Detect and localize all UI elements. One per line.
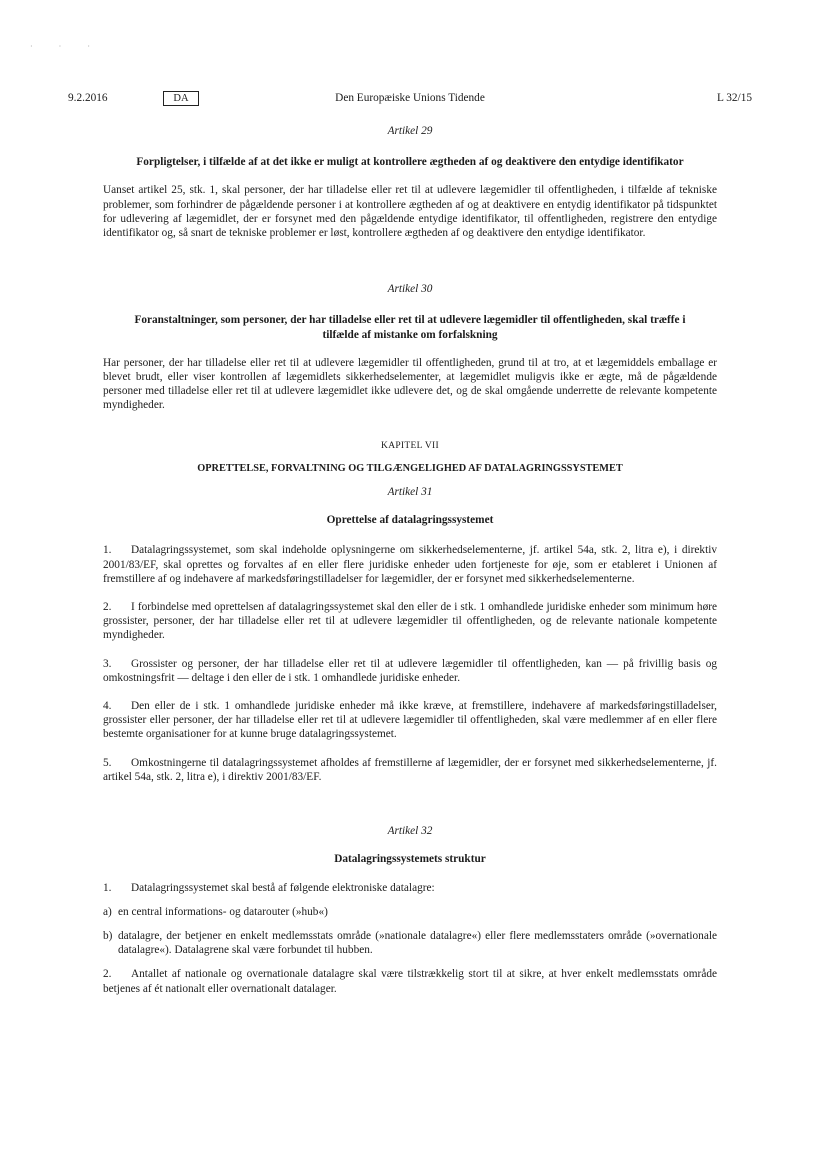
article-31-paragraph — [103, 657, 717, 685]
list-item-label: b) — [103, 929, 113, 942]
list-item-label: a) — [103, 905, 112, 918]
chapter-title: OPRETTELSE, FORVALTNING OG TILGÆNGELIGHED AF DATALAGRINGSSYSTEMET — [197, 462, 623, 474]
paragraph-text: Omkostningerne til datalagringssystemet afholdes af fremstillerne af lægemidler, der er forsynet med sikkerhedselementerne, jf. artikel 54a, stk. 2, litra e), i direktiv 2001/83/EF. — [103, 756, 717, 783]
list-item-text: en central informations- og datarouter (»hub«) — [118, 905, 328, 918]
list-item — [103, 929, 717, 957]
article-32-paragraph — [103, 967, 717, 995]
paragraph-number: 3. — [103, 657, 112, 670]
article-31-number: Artikel 31 — [387, 486, 433, 499]
paragraph-text: Datalagringssystemet, som skal indeholde oplysningerne om sikkerhedselementerne, jf. artikel 54a, stk. 2, litra e), i direktiv 2001/83/EF, skal oprettes og forvaltes af en eller flere juridiske enheder uden fortjeneste for øje, som er etableret i Unionen af fremstillere af og indehavere af markedsføringstilladelser for lægemidler, der er forsynet med sikkerhedselementerne. — [103, 544, 717, 585]
list-item — [103, 905, 717, 919]
paragraph-number: 1. — [103, 881, 112, 894]
paragraph-text: Den eller de i stk. 1 omhandlede juridiske enheder må ikke kræve, at fremstillere, indehavere af markedsføringstilladelser, grossister eller personer, der har tilladelse eller ret til at udlevere lægemidler til offentligheden, skal være medlemmer af en eller flere bestemte organisationer for at kunne bruge datalagringssystemet. — [103, 700, 717, 741]
publication-date: 9.2.2016 — [68, 92, 108, 104]
paragraph-text: Antallet af nationale og overnationale datalagre skal være tilstrækkelig stort til at sikre, at hver enkelt medlemsstats område betjenes af ét nationalt eller overnationalt datalager. — [103, 968, 717, 995]
paragraph-text: Datalagringssystemet skal bestå af følgende elektroniske datalagre: — [131, 881, 435, 894]
article-32-paragraph — [103, 881, 717, 895]
article-29-title: Forpligtelser, i tilfælde af at det ikke er muligt at kontrollere ægtheden af og deaktivere den entydige identifikator — [136, 156, 684, 169]
chapter-label: KAPITEL VII — [381, 440, 439, 451]
article-30-number: Artikel 30 — [387, 283, 433, 296]
paragraph-number: 5. — [103, 756, 112, 769]
page-header — [68, 91, 752, 107]
list-item-text: datalagre, der betjener en enkelt medlemsstats område (»nationale datalagre«) eller flere medlemsstaters område (»overnationale datalagre«). Datalagrene skal være forbundet til hubben. — [118, 929, 717, 957]
document-body — [103, 124, 717, 996]
paragraph-number: 4. — [103, 700, 112, 713]
paragraph-number: 2. — [103, 968, 112, 981]
article-31-paragraph — [103, 600, 717, 643]
article-31-paragraph — [103, 756, 717, 784]
article-32-number: Artikel 32 — [387, 825, 433, 838]
language-badge: DA — [163, 91, 199, 106]
page-reference: L 32/15 — [716, 92, 752, 104]
article-30-title: Foranstaltninger, som personer, der har tilladelse eller ret til at udlevere lægemidler til offentligheden, skal træffe i tilfælde af mistanke om forfalskning — [134, 314, 686, 341]
article-32-title: Datalagringssystemets struktur — [334, 853, 486, 866]
article-30-body: Har personer, der har tilladelse eller ret til at udlevere lægemidler til offentligheden, grund til at tro, at et lægemiddels emballage er blevet brudt, eller viser kontrollen af lægemidlets sikkerhedselementer, at lægemidlet muligvis ikke er ægte, må de pågældende personer med tilladelse eller ret til at udlevere lægemidlet ikke udlevere det, og de skal omgående underrette de relevante kompetente myndigheder. — [103, 356, 717, 412]
paragraph-text: I forbindelse med oprettelsen af datalagringssystemet skal den eller de i stk. 1 omhandlede juridiske enheder som minimum høre grossister, personer, der har tilladelse eller ret til at udlevere lægemidler til offentligheden, og de relevante nationale kompetente myndigheder. — [103, 601, 717, 642]
article-29-body: Uanset artikel 25, stk. 1, skal personer, der har tilladelse eller ret til at udlevere lægemidler til offentligheden, i tilfælde af tekniske problemer, som forhindrer de pågældende personer i at kontrollere ægtheden af og at deaktivere en entydig identifikator på tidspunktet for udlevering af lægemidlet, der er forsynet med den pågældende entydige identifikator, til offentligheden, registrere den entydige identifikator og, så snart de tekniske problemer er løst, kontrollere ægtheden af og deaktivere den entydige identifikator. — [103, 184, 717, 240]
journal-title: Den Europæiske Unions Tidende — [335, 92, 485, 104]
scan-artifact: · · · — [30, 42, 102, 51]
paragraph-number: 2. — [103, 601, 112, 614]
article-31-paragraph — [103, 543, 717, 586]
article-31-title: Oprettelse af datalagringssystemet — [326, 514, 494, 527]
paragraph-number: 1. — [103, 544, 112, 557]
paragraph-text: Grossister og personer, der har tilladelse eller ret til at udlevere lægemidler til offentligheden, kan — på frivillig basis og omkostningsfrit — deltage i den eller de i stk. 1 omhandlede juridiske enheder. — [103, 657, 717, 684]
article-29-number: Artikel 29 — [387, 125, 433, 137]
article-31-paragraph — [103, 699, 717, 742]
